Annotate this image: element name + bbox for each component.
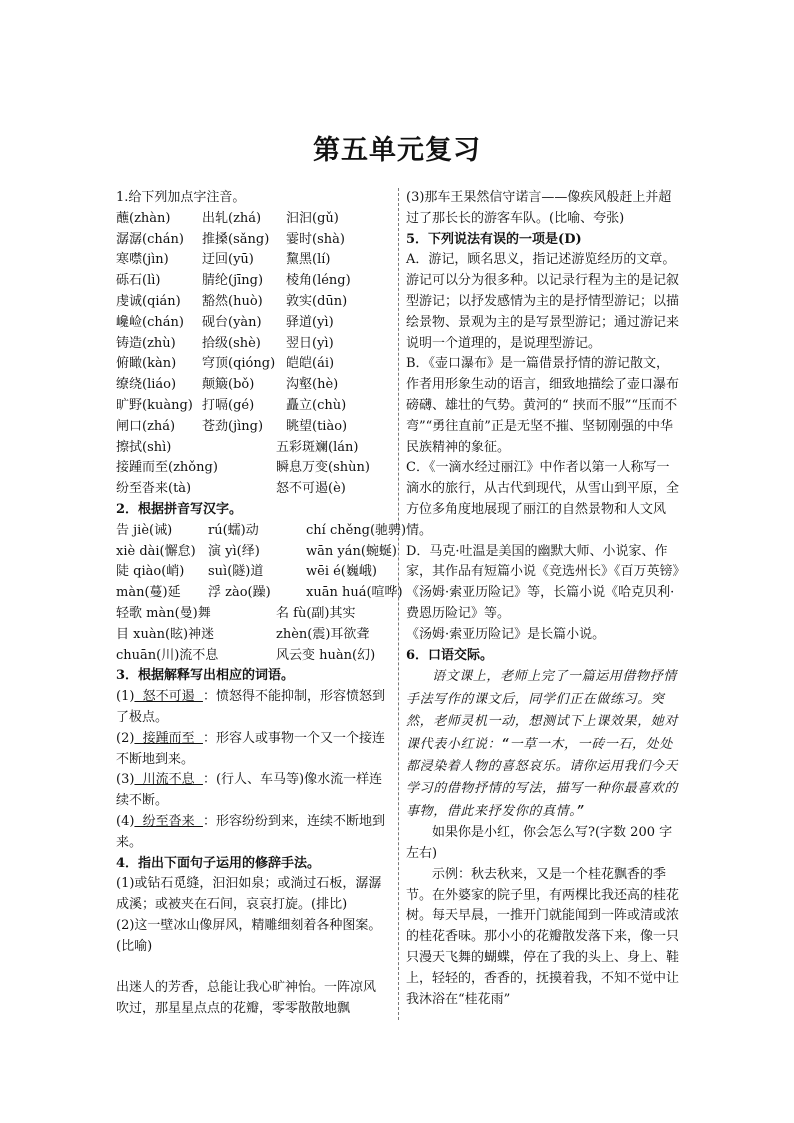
table-cell: 沟壑(hè): [286, 377, 339, 393]
definition-item: [116, 729, 388, 771]
definition-item: [116, 687, 388, 729]
answer-note: 《汤姆·索亚历险记》是长篇小说。: [406, 626, 606, 642]
option-d: D．马克·吐温是美国的幽默大师、小说家、作家，其作品有短篇小说《竞选州长》《百万英镑》《汤姆·索亚历险记》等，长篇小说《哈克贝利·费恩历险记》等。: [406, 543, 680, 621]
table-cell: 矗立(chù): [286, 397, 347, 413]
table-cell: 铸造(zhù): [116, 335, 176, 351]
question-1-heading: 1.给下列加点字注音。: [116, 190, 246, 205]
table-cell: 五彩斑斓(lán): [276, 439, 359, 455]
table-cell: 腈纶(jīng): [202, 273, 264, 289]
table-cell: 瞬息万变(shùn): [276, 460, 370, 476]
table-cell: zhèn(震)耳欲聋: [276, 626, 370, 642]
rhetoric-item-1: (1)或钻石觅缝，汩汩如泉；或淌过石板，潺潺成溪；或被夹在石间，哀哀打旋。(排比): [116, 876, 382, 913]
table-cell: wān yán(蜿蜒): [306, 543, 397, 559]
table-cell: 皑皑(ái): [286, 356, 335, 372]
hanzi-idiom-table: [116, 604, 388, 666]
table-cell: 陡 qiào(峭): [116, 564, 185, 580]
table-row: [116, 292, 388, 313]
question-2-heading: 2．根据拼音写汉字。: [116, 501, 243, 517]
rhetoric-item-3: (3)那车王果然信守诺言——像疾风般赶上并超过了那长长的游客车队。(比喻、夸张): [406, 190, 672, 226]
table-cell: 寒噤(jìn): [116, 252, 169, 268]
question-4-heading: 4．指出下面句子运用的修辞手法。: [116, 855, 321, 871]
table-cell: 拾级(shè): [202, 335, 261, 351]
table-cell: 轻歌 màn(曼)舞: [116, 605, 211, 621]
table-cell: 砚台(yàn): [202, 314, 262, 330]
writing-question: 如果你是小红，你会怎么写?(字数 200 字左右): [406, 825, 673, 861]
item-number: (2): [116, 730, 135, 746]
left-column: [116, 188, 407, 1020]
option-c: C．《一滴水经过丽江》中作者以第一人称写一滴水的旅行，从古代到现代，从雪山到平原，全方位多角度地展现了丽江的自然景物和人文风情。: [406, 460, 680, 538]
spacer: [116, 957, 388, 978]
table-cell: 缭绕(liáo): [116, 377, 177, 393]
table-cell: 汩汩(gǔ): [286, 210, 339, 226]
rhetoric-item-2: (2)这一壁冰山像屏风，精雕细刻着各种图案。(比喻): [116, 917, 382, 954]
right-column: [406, 188, 682, 1010]
table-cell: 蘸(zhàn): [116, 210, 171, 226]
table-cell: 虔诚(qián): [116, 293, 181, 309]
definition-item: [116, 770, 388, 812]
table-cell: 俯瞰(kàn): [116, 356, 177, 372]
page-title: 第五单元复习: [313, 135, 481, 166]
table-row: [116, 521, 407, 542]
table-row: [116, 458, 388, 479]
option-a: A．游记，顾名思义，指记述游览经历的文章。游记可以分为很多种。以记录行程为主的是记叙型游记；以抒发感情为主的是抒情型游记；以描绘景物、景观为主的是写景型游记；通过游记来说明一个道理的，是说理型游记。: [406, 252, 680, 351]
table-row: [116, 354, 388, 375]
table-cell: 推搡(sǎng): [202, 231, 270, 247]
table-cell: rú(蠕)动: [208, 522, 259, 538]
table-cell: suì(隧)道: [208, 564, 264, 580]
table-row: [116, 438, 388, 459]
definition-text: ：(行人、车马等)像水流一样连续不断。: [116, 772, 383, 809]
question-6-heading: 6．口语交际。: [406, 647, 494, 663]
definition-item: [116, 812, 388, 854]
table-cell: 旷野(kuàng): [116, 397, 193, 413]
table-cell: 闸口(zhá): [116, 418, 176, 434]
item-number: (3): [116, 772, 135, 788]
answer-blank: 怒不可遏: [134, 689, 203, 705]
table-cell: 演 yì(绎): [208, 543, 260, 559]
table-row: [116, 334, 388, 355]
hanzi-table: [116, 521, 407, 604]
table-cell: 迂回(yū): [202, 252, 254, 268]
table-cell: xuān huá(喧哗): [306, 585, 403, 601]
table-cell: chuān(川)流不息: [116, 647, 219, 663]
table-cell: 出轧(zhá): [202, 210, 262, 226]
table-cell: 敦实(dūn): [286, 293, 348, 309]
table-cell: 风云变 huàn(幻): [276, 647, 376, 663]
table-cell: 纷至沓来(tà): [116, 481, 192, 497]
table-row: [116, 396, 388, 417]
table-cell: 浮 zào(躁): [208, 585, 271, 601]
table-cell: 驿道(yì): [286, 314, 334, 330]
table-row: [116, 625, 388, 646]
table-cell: 眺望(tiào): [286, 418, 348, 434]
definition-text: ：愤怒得不能抑制，形容愤怒到了极点。: [116, 689, 385, 725]
table-cell: 打嗝(gé): [202, 397, 255, 413]
table-cell: màn(蔓)延: [116, 585, 181, 601]
table-cell: chí chěng(驰骋): [306, 522, 407, 538]
column-divider: [398, 188, 399, 1020]
table-row: [116, 271, 388, 292]
table-row: [116, 230, 388, 251]
table-cell: 穹顶(qióng): [202, 356, 276, 372]
table-cell: 告 jiè(诫): [116, 522, 173, 538]
question-3-heading: 3．根据解释写出相应的词语。: [116, 668, 295, 684]
dialogue-prompt: 语文课上，老师上完了一篇运用借物抒情手法写作的课文后，同学们正在做练习。突然，老师灵机一动，想测试下上课效果，她对课代表小红说：“一草一木，一砖一石，处处都浸染着人物的喜怒哀乐。请你运用我们今天学习的借物抒情的写法，描写一种你最喜欢的事物，借此来抒发你的真情。”: [406, 669, 679, 819]
table-cell: xiè dài(懈怠): [116, 543, 196, 559]
pinyin-table: [116, 209, 388, 438]
table-row: [116, 542, 397, 563]
table-cell: 苍劲(jìng): [202, 418, 264, 434]
table-cell: 霎时(shà): [286, 231, 345, 247]
pinyin-idiom-table: [116, 438, 388, 500]
table-row: [116, 479, 388, 500]
item-number: (1): [116, 689, 135, 705]
table-row: [116, 209, 388, 230]
definition-text: ：形容纷纷到来，连续不断地到来。: [116, 813, 385, 850]
table-cell: 名 fù(副)其实: [276, 605, 356, 621]
table-row: [116, 375, 388, 396]
table-cell: 目 xuàn(眩)神迷: [116, 626, 215, 642]
table-row: [116, 604, 388, 625]
table-cell: 潺潺(chán): [116, 231, 184, 247]
table-cell: 接踵而至(zhǒng): [116, 460, 218, 476]
item-number: (4): [116, 813, 135, 829]
table-row: [116, 313, 388, 334]
table-cell: wēi é(巍峨): [306, 564, 377, 580]
table-row: [116, 250, 388, 271]
table-cell: 巉崄(chán): [116, 314, 184, 330]
table-cell: 怒不可遏(è): [276, 481, 346, 497]
answer-blank: 川流不息: [134, 772, 203, 788]
table-row: [116, 562, 388, 583]
essay-continuation: 出迷人的芳香，总能让我心旷神怡。一阵凉风吹过，那星星点点的花瓣，零零散散地飘: [116, 980, 377, 1017]
table-cell: 黧黑(lí): [286, 252, 331, 268]
answer-blank: 纷至沓来: [134, 813, 203, 829]
sample-answer: 示例：秋去秋来，又是一个桂花飘香的季节。在外婆家的院子里，有两棵比我还高的桂花树。每天早晨，一推开门就能闻到一阵或清或浓的桂花香味。那小小的花瓣散发落下来，像一只只漫天飞舞的蝴蝶，停在了我的头上、身上、鞋上，轻轻的，香香的，抚摸着我，不知不觉中让我沐浴在“桂花雨”: [406, 866, 680, 1007]
table-cell: 擦拭(shì): [116, 439, 172, 455]
question-5-heading: 5．下列说法有误的一项是(D): [406, 231, 582, 247]
table-cell: 棱角(léng): [286, 273, 351, 289]
table-cell: 翌日(yì): [286, 335, 334, 351]
table-cell: 颠簸(bǒ): [202, 377, 255, 393]
definition-text: ：形容人或事物一个又一个接连不断地到来。: [116, 730, 385, 767]
table-cell: 砾石(lì): [116, 273, 161, 289]
table-row: [116, 583, 403, 604]
table-cell: 豁然(huò): [202, 293, 263, 309]
table-row: [116, 646, 388, 667]
table-row: [116, 417, 388, 438]
option-b: B．《壶口瀑布》是一篇借景抒情的游记散文，作者用形象生动的语言，细致地描绘了壶口瀑布磅礴、雄壮的气势。黄河的“ 挟而不服”“压而不弯”“勇往直前”正是无坚不摧、坚韧刚强的中华民族精神的象征。: [406, 356, 680, 455]
definition-list: [116, 687, 388, 853]
answer-blank: 接踵而至: [134, 730, 203, 746]
